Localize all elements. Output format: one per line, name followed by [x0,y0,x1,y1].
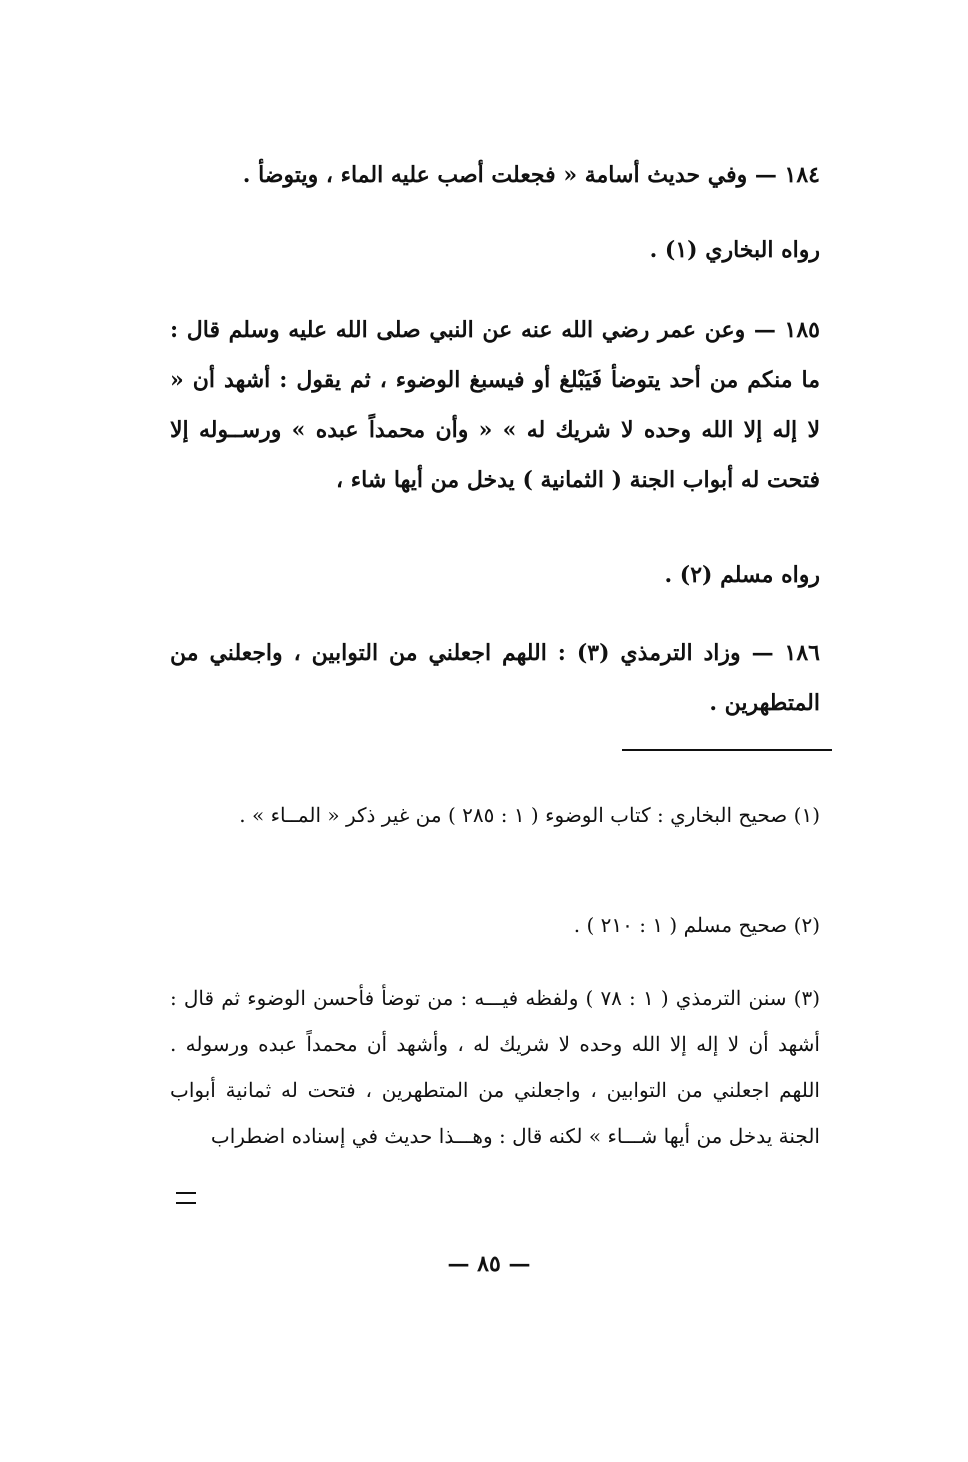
hadith-184-source: رواه البخاري (١) . [649,237,820,263]
hadith-186: ١٨٦ — وزاد الترمذي (٣) : اللهم اجعلني من التوابين ، واجعلني من المتطهرين . [170,640,820,716]
hadith-184: ١٨٤ — وفي حديث أسامة « فجعلت أصب عليه الماء ، ويتوضأ . [242,162,820,188]
hadith-185-source: رواه مسلم (٢) . [664,562,820,588]
footnote-1: (١) صحيح البخاري : كتاب الوضوء ( ١ : ٢٨٥ ) من غير ذكر « المــاء » . [239,803,820,827]
hadith-185: ١٨٥ — وعن عمر رضي الله عنه عن النبي صلى الله عليه وسلم قال : ما منكم من أحد يتوضأ فَيَبْلغ أو فيسبغ الوضوء ، ثم يقول : أشهد أن « لا إله إلا الله وحده لا شريك له » « وأن محمداً عبده » ورســوله إلا فتحت له أبواب الجنة ( الثمانية ) يدخل من أيها شاء ، [170,317,820,493]
footnote-divider [622,749,832,751]
footnote-3: (٣) سنن الترمذي ( ١ : ٧٨ ) ولفظه فيـــه : من توضأ فأحسن الوضوء ثم قال : أشهد أن لا إله إلا الله وحده لا شريك له ، وأشهد أن محمداً عبده ورسوله . اللهم اجعلني من التوابين ، واجعلني من المتطهرين ، فتحت له ثمانية أبواب الجنة يدخل من أيها شـــاء » لكنه قال : وهـــذا حديث في إسناده اضطراب [170,986,821,1148]
footnote-2: (٢) صحيح مسلم ( ١ : ٢١٠ ) . [573,913,820,937]
continuation-mark [176,1192,196,1204]
page-number: — ٨٥ — [447,1251,531,1277]
